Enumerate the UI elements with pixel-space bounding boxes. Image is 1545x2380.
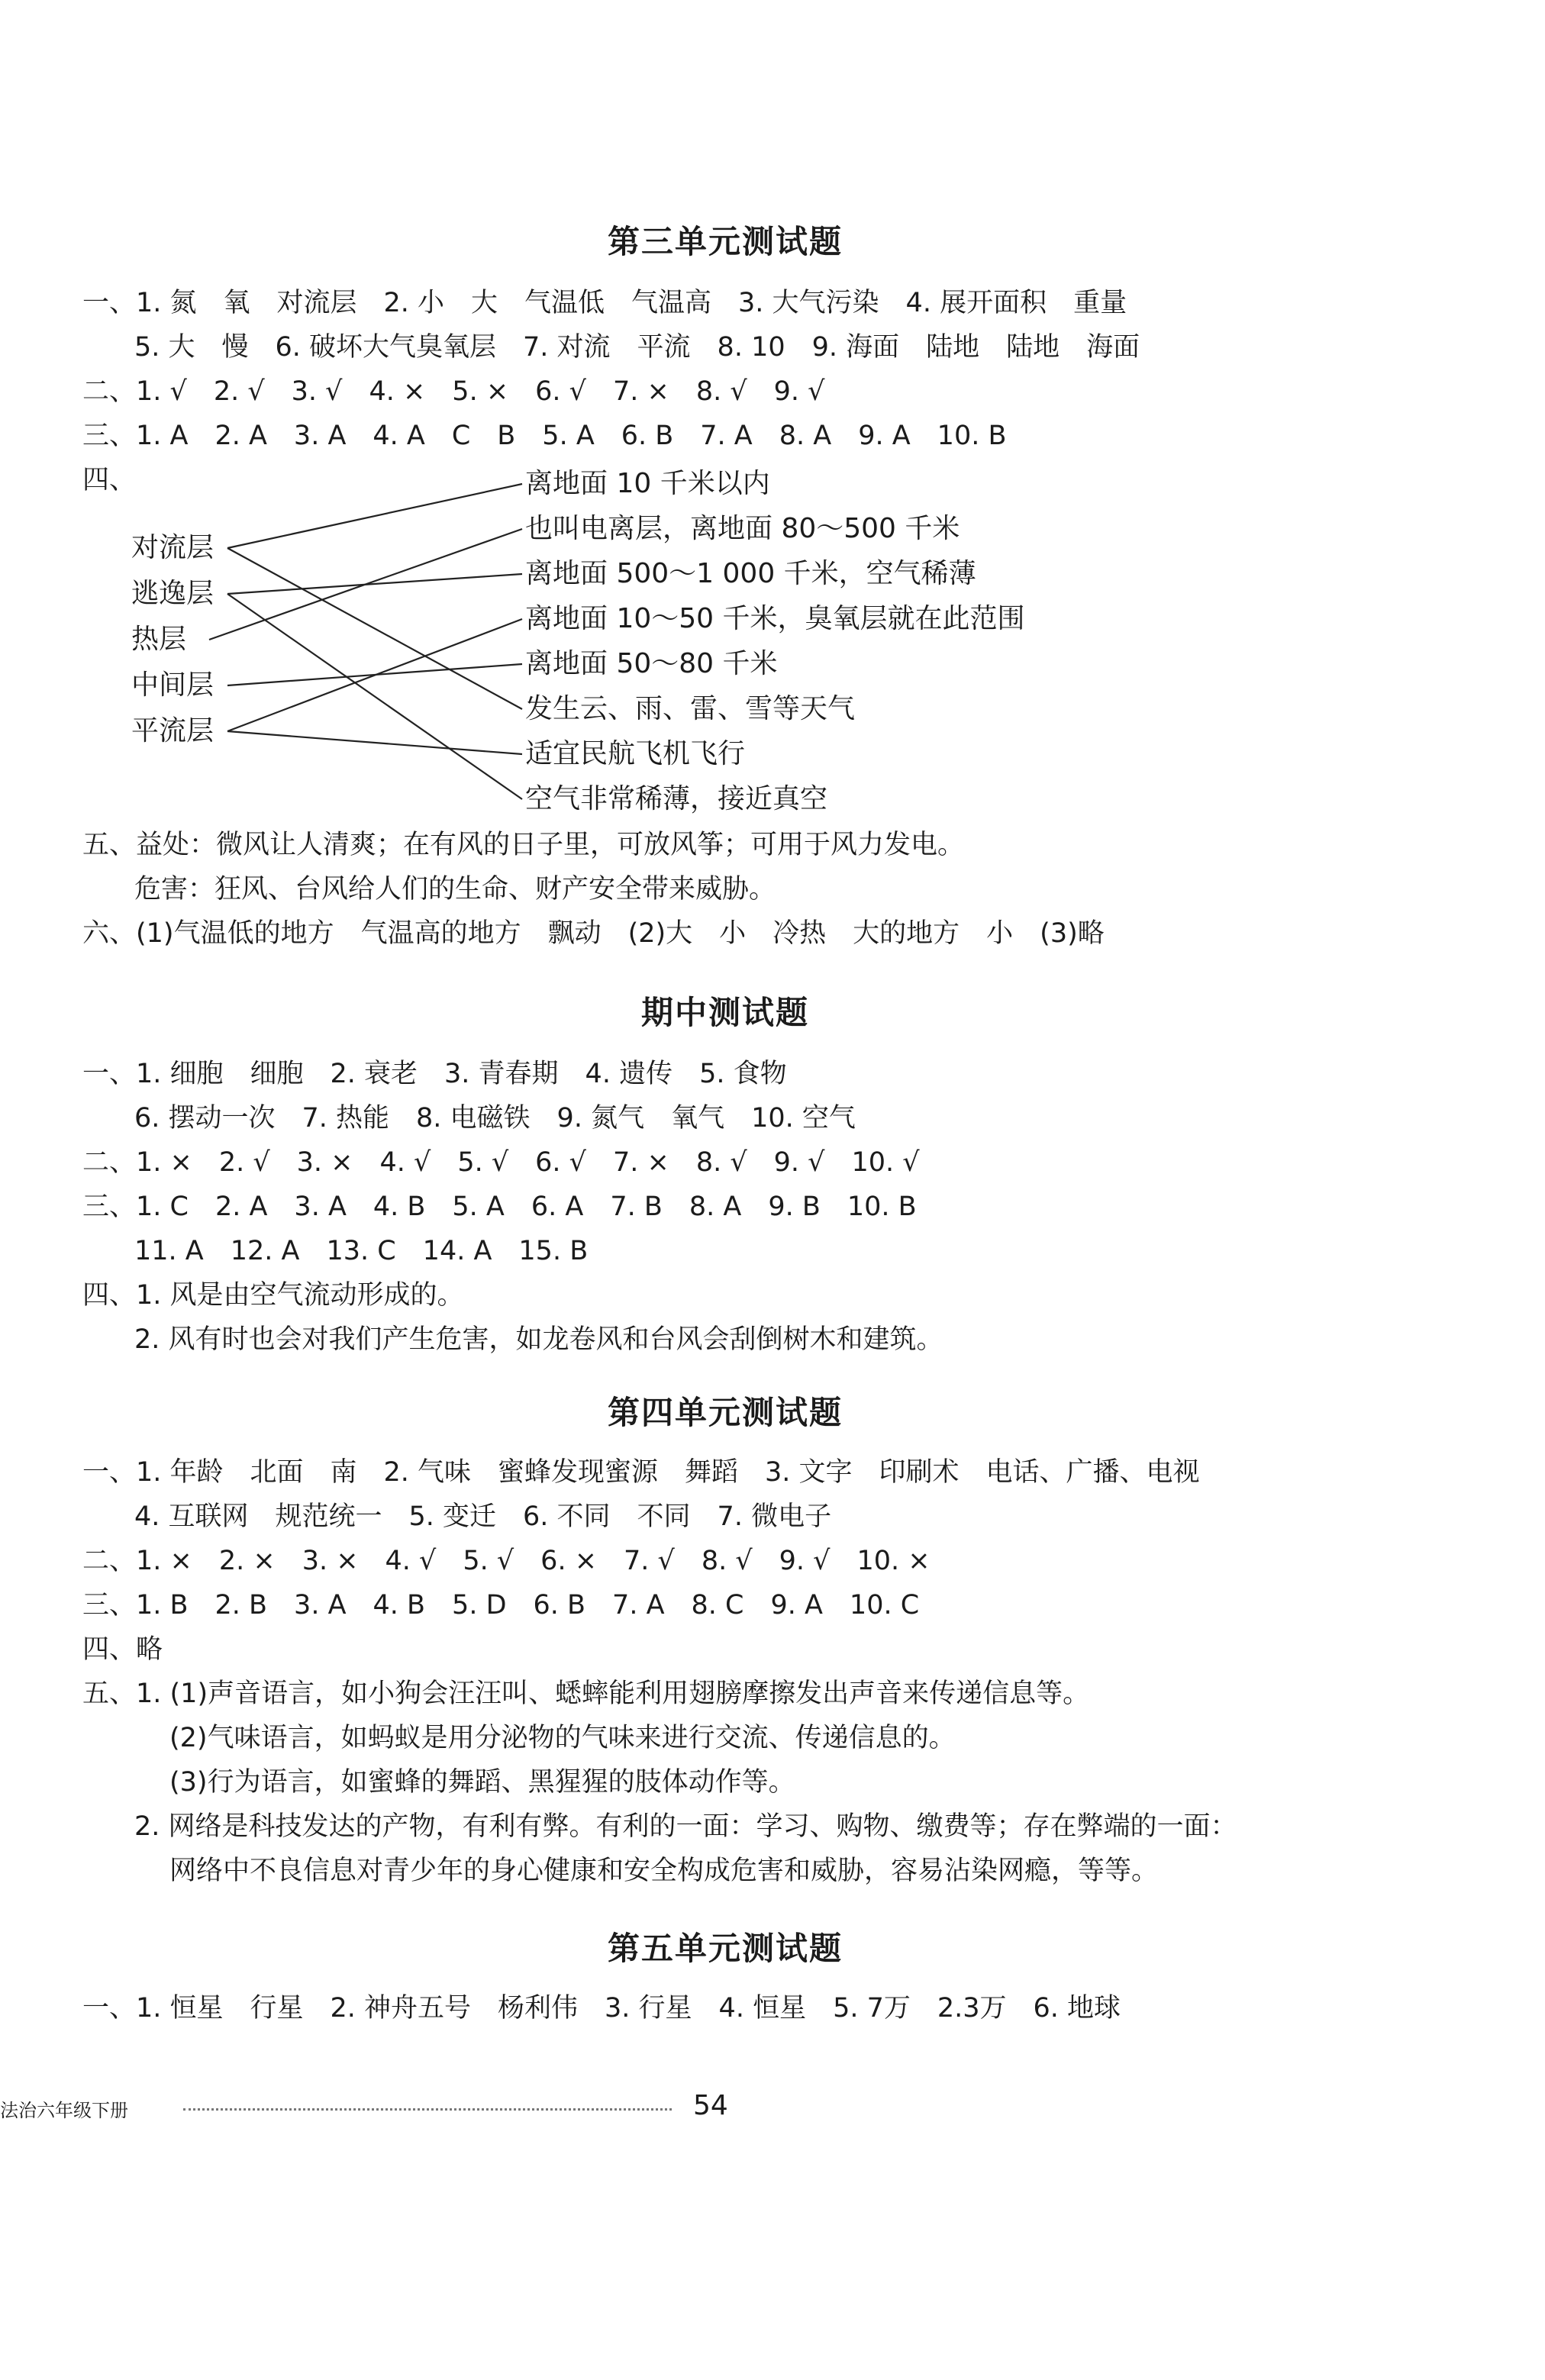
midterm-title: 期中测试题 [640,994,809,1031]
unit3-line-2: 5. 大 慢 6. 破坏大气臭氧层 7. 对流 平流 8. 10 9. 海面 陆地 陆地 海面 [134,332,1140,363]
match-line-exosphere-2 [227,594,522,799]
midterm-line-1: 一、1. 细胞 细胞 2. 衰老 3. 青春期 4. 遗传 5. 食物 [82,1059,787,1089]
unit4-title: 第四单元测试题 [607,1394,843,1431]
unit5-title: 第五单元测试题 [607,1930,843,1967]
match-left-5: 平流层 [131,715,214,747]
match-right-6: 发生云、雨、雷、雪等天气 [525,693,856,724]
page-number: 54 [693,2090,728,2121]
midterm-line-6: 四、1. 风是由空气流动形成的。 [82,1280,464,1311]
unit3-line-6: 五、益处：微风让人清爽；在有风的日子里，可放风筝；可用于风力发电。 [82,830,965,860]
match-line-exosphere-1 [227,574,522,594]
unit4-line-7: (2)气味语言，如蚂蚁是用分泌物的气味来进行交流、传递信息的。 [169,1723,956,1753]
match-line-troposphere-2 [227,548,522,709]
match-right-3: 离地面 500～1 000 千米，空气稀薄 [525,558,976,589]
unit5-line-1: 一、1. 恒星 行星 2. 神舟五号 杨利伟 3. 行星 4. 恒星 5. 7万 2.3万 6. 地球 [82,1993,1121,2024]
unit3-line-7: 危害：狂风、台风给人们的生命、财产安全带来威胁。 [134,874,776,905]
unit3-title: 第三单元测试题 [607,223,843,260]
unit3-line-4: 三、1. A 2. A 3. A 4. A C B 5. A 6. B 7. A 8. A 9. A 10. B [82,421,1007,451]
unit3-line-8: 六、(1)气温低的地方 气温高的地方 飘动 (2)大 小 冷热 大的地方 小 (3)略 [82,918,1105,949]
midterm-line-4: 三、1. C 2. A 3. A 4. B 5. A 6. A 7. B 8. A 9. B 10. B [82,1192,917,1222]
unit4-line-3: 二、1. × 2. × 3. × 4. √ 5. √ 6. × 7. √ 8. √ 9. √ 10. × [82,1546,931,1576]
match-right-1: 离地面 10 千米以内 [525,468,770,499]
unit4-line-2: 4. 互联网 规范统一 5. 变迁 6. 不同 不同 7. 微电子 [134,1501,832,1532]
unit3-line-5: 四、 [82,465,137,495]
unit4-line-5: 四、略 [82,1634,163,1665]
match-right-4: 离地面 10～50 千米，臭氧层就在此范围 [525,603,1025,634]
match-left-1: 对流层 [131,532,214,563]
unit4-line-8: (3)行为语言，如蜜蜂的舞蹈、黑猩猩的肢体动作等。 [169,1767,795,1798]
midterm-line-5: 11. A 12. A 13. C 14. A 15. B [134,1236,589,1266]
match-left-3: 热层 [131,624,187,655]
match-right-5: 离地面 50～80 千米 [525,648,778,679]
unit3-line-1: 一、1. 氮 氧 对流层 2. 小 大 气温低 气温高 3. 大气污染 4. 展开面积 重量 [82,288,1127,318]
unit4-line-9: 2. 网络是科技发达的产物，有利有弊。有利的一面：学习、购物、缴费等；存在弊端的一面： [134,1811,1237,1842]
unit3-line-3: 二、1. √ 2. √ 3. √ 4. × 5. × 6. √ 7. × 8. √ 9. √ [82,376,825,407]
footer-book-label: 法治六年级下册 [0,2100,128,2121]
match-line-stratosphere-2 [227,731,522,754]
unit4-line-6: 五、1. (1)声音语言，如小狗会汪汪叫、蟋蟀能利用翅膀摩擦发出声音来传递信息等。 [82,1679,1090,1709]
unit4-line-1: 一、1. 年龄 北面 南 2. 气味 蜜蜂发现蜜源 舞蹈 3. 文字 印刷术 电话、广播、电视 [82,1457,1200,1488]
match-right-8: 空气非常稀薄，接近真空 [525,783,828,814]
match-right-2: 也叫电离层，离地面 80～500 千米 [525,513,960,544]
unit4-line-10: 网络中不良信息对青少年的身心健康和安全构成危害和威胁，容易沾染网瘾，等等。 [169,1856,1159,1886]
match-right-7: 适宜民航飞机飞行 [525,738,746,769]
match-line-stratosphere-1 [227,619,522,731]
midterm-line-7: 2. 风有时也会对我们产生危害，如龙卷风和台风会刮倒树木和建筑。 [134,1324,943,1355]
match-left-4: 中间层 [131,669,214,701]
midterm-line-3: 二、1. × 2. √ 3. × 4. √ 5. √ 6. √ 7. × 8. √ 9. √ 10. √ [82,1147,920,1178]
match-line-troposphere-1 [227,484,522,548]
midterm-line-2: 6. 摆动一次 7. 热能 8. 电磁铁 9. 氮气 氧气 10. 空气 [134,1103,856,1134]
match-left-2: 逃逸层 [131,578,214,609]
unit4-line-4: 三、1. B 2. B 3. A 4. B 5. D 6. B 7. A 8. C 9. A 10. C [82,1590,920,1621]
footer-dotted-rule [183,2108,672,2111]
